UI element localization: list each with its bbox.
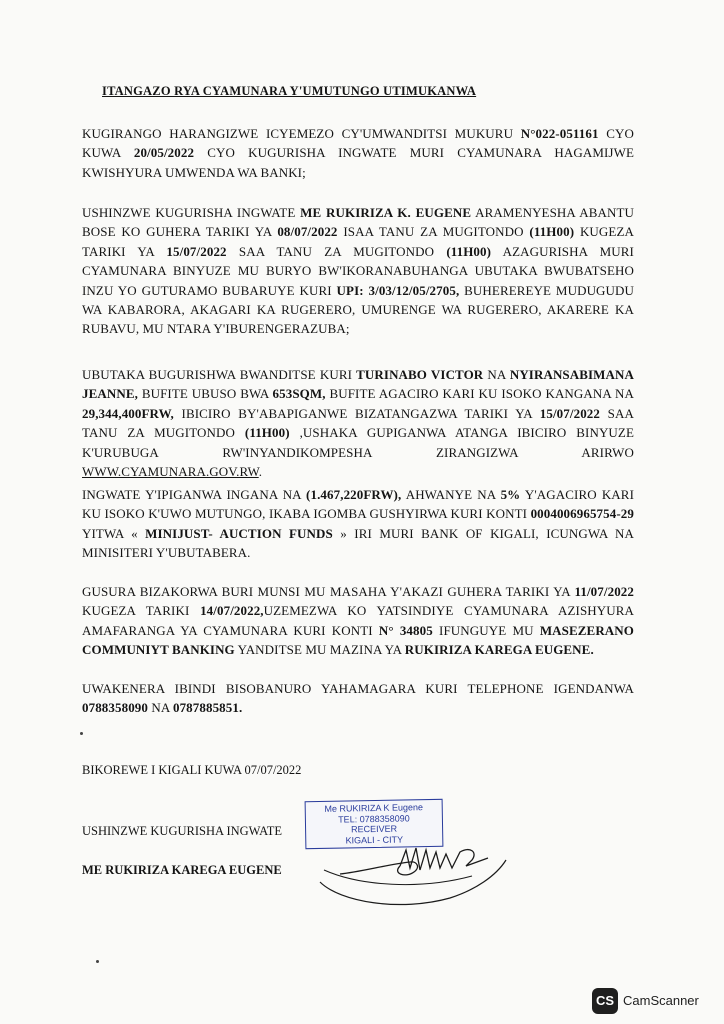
place-date: BIKOREWE I KIGALI KUWA 07/07/2022 [82, 763, 302, 777]
scan-speck [80, 732, 83, 735]
document-title: ITANGAZO RYA CYAMUNARA Y'UMUTUNGO UTIMUKANWA [102, 84, 477, 98]
paragraph-visits-payment: GUSURA BIZAKORWA BURI MUNSI MU MASAHA Y'AKAZI GUHERA TARIKI YA 11/07/2022 KUGEZA TARIKI 14/07/2022,UZEMEZWA KO YATSINDIYE CYAMUNARA AZISHYURA AMAFARANGA YA CYAMUNARA KURI KONTI N° 34805 IFUNGUYE MU MASEZERANO COMMUNIYT BANKING YANDITSE MU MAZINA YA RUKIRIZA KAREGA EUGENE. [82, 584, 635, 658]
signatory-name: ME RUKIRIZA KAREGA EUGENE [82, 863, 282, 877]
scan-speck [96, 960, 99, 963]
paragraph-auction-announcement: USHINZWE KUGURISHA INGWATE ME RUKIRIZA K. EUGENE ARAMENYESHA ABANTU BOSE KO GUHERA TARIKI YA 08/07/2022 ISAA TANU ZA MUGITONDO (11H00) KUGEZA TARIKI YA 15/07/2022 SAA TANU ZA MUGITONDO (11H00) AZAGURISHA MURI CYAMUNARA BINYUZE MU BURYO BW'IKORANABUHANGA UBUTAKA BWUBATSEHO INZU YO GUTURAMO BUBARUYE KURI UPI: 3/03/12/05/2705, BUHEREREYE MUDUGUDU WA KABARORA, AKAGARI KA RUGERERO, UMURENGE WA RUGERERO, AKARERE KA RUBAVU, MU NTARA Y'IBURENGERAZUBA; [82, 205, 635, 337]
stamp-line-phone: TEL: 0788358090 [338, 812, 410, 825]
paragraph-decision: KUGIRANGO HARANGIZWE ICYEMEZO CY'UMWANDITSI MUKURU N°022-051161 CYO KUWA 20/05/2022 CYO KUGURISHA INGWATE MURI CYAMUNARA HAGAMIJWE KWISHYURA UMWENDA WA BANKI; [82, 126, 635, 180]
stamp-line-city: KIGALI - CITY [345, 833, 404, 845]
auction-website-link[interactable]: WWW.CYAMUNARA.GOV.RW [82, 464, 259, 480]
paragraph-contact: UWAKENERA IBINDI BISOBANURO YAHAMAGARA KURI TELEPHONE IGENDANWA 0788358090 NA 0787885851. [82, 681, 634, 716]
stamp-line-name: Me RUKIRIZA K Eugene [324, 802, 424, 814]
stamp-line-role: RECEIVER [350, 823, 398, 835]
paragraph-deposit: INGWATE Y'IPIGANWA INGANA NA (1.467,220FRW), AHWANYE NA 5% Y'AGACIRO KARI KU ISOKO K'UWO MUTUNGO, IKABA IGOMBA GUSHYIRWA KURI KONTI 0004006965754-29 YITWA « MINIJUST- AUCTION FUNDS » IRI MURI BANK OF KIGALI, ICUNGWA NA MINISITERI Y'UBUTABERA. [82, 487, 634, 561]
signatory-role: USHINZWE KUGURISHA INGWATE [82, 824, 282, 838]
handwritten-signature [300, 812, 530, 922]
camscanner-logo-icon: CS [592, 988, 618, 1014]
paragraph-property-details: UBUTAKA BUGURISHWA BWANDITSE KURI TURINABO VICTOR NA NYIRANSABIMANA JEANNE, BUFITE UBUSO BWA 653SQM, BUFITE AGACIRO KARI KU ISOKO KANGANA NA 29,344,400FRW, IBICIRO BY'ABAPIGANWE BIZATANGAZWA TARIKI YA 15/07/2022 SAA TANU ZA MUGITONDO (11H00) ,USHAKA GUPIGANWA ATANGA IBICIRO BINYUZE K'URUBUGA RW'INYANDIKOMPESHA ZIRANGIZWA ARIRWO WWW.CYAMUNARA.GOV.RW. [82, 367, 635, 480]
camscanner-watermark: CamScanner [623, 993, 699, 1008]
